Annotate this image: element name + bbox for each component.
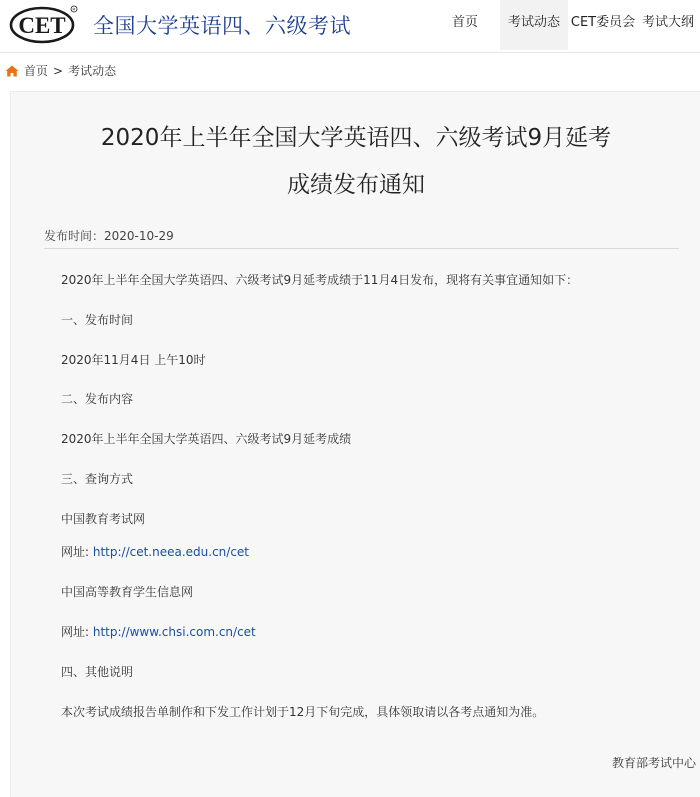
intro-paragraph: 2020年上半年全国大学英语四、六级考试9月延考成绩于11月4日发布，现将有关事宜通知如下： [61, 273, 579, 287]
breadcrumb-home[interactable]: 首页 [24, 64, 49, 78]
section-heading-query-method: 三、查询方式 [61, 472, 134, 486]
url-prefix: 网址: [61, 625, 93, 639]
breadcrumb-current[interactable]: 考试动态 [68, 64, 117, 78]
nav-cet-committee[interactable]: CET委员会 [570, 15, 636, 30]
site-name-chsi: 中国高等教育学生信息网 [61, 585, 194, 599]
other-notes-value: 本次考试成绩报告单制作和下发工作计划于12月下旬完成，具体领取请以各考点通知为准。 [61, 705, 545, 719]
url-line-neea [61, 543, 249, 560]
nav-syllabus[interactable]: 考试大纲 [642, 15, 695, 30]
site-header [0, 0, 700, 52]
site-title[interactable]: 全国大学英语四、六级考试 [93, 14, 351, 38]
publish-date: 发布时间：2020-10-29 [44, 229, 174, 243]
link-neea[interactable]: http://cet.neea.edu.cn/cet [92, 545, 250, 559]
main-nav [430, 0, 700, 50]
article-title-line-2: 成绩发布通知 [287, 172, 425, 198]
section-heading-other-notes: 四、其他说明 [61, 665, 134, 679]
section-heading-release-time: 一、发布时间 [61, 313, 134, 327]
site-name-neea: 中国教育考试网 [61, 512, 146, 526]
url-prefix: 网址: [61, 545, 93, 559]
breadcrumb-separator: > [53, 63, 64, 78]
nav-home[interactable]: 首页 [451, 15, 478, 30]
article-title-line-1: 2020年上半年全国大学英语四、六级考试9月延考 [100, 125, 612, 151]
link-chsi[interactable]: http://www.chsi.com.cn/cet [92, 625, 256, 639]
article-panel [10, 91, 700, 797]
section-heading-release-content: 二、发布内容 [61, 392, 134, 406]
breadcrumb [0, 52, 700, 88]
url-line-chsi [61, 623, 256, 640]
cet-logo[interactable] [9, 4, 79, 44]
nav-exam-news[interactable]: 考试动态 [500, 0, 568, 50]
release-time-value: 2020年11月4日 上午10时 [61, 353, 206, 367]
release-content-value: 2020年上半年全国大学英语四、六级考试9月延考成绩 [61, 432, 352, 446]
svg-text:R: R [72, 6, 76, 12]
title-divider [44, 248, 679, 249]
article-signature: 教育部考试中心 [611, 756, 696, 770]
logo-text: CET [18, 13, 66, 38]
home-icon[interactable] [5, 65, 19, 77]
